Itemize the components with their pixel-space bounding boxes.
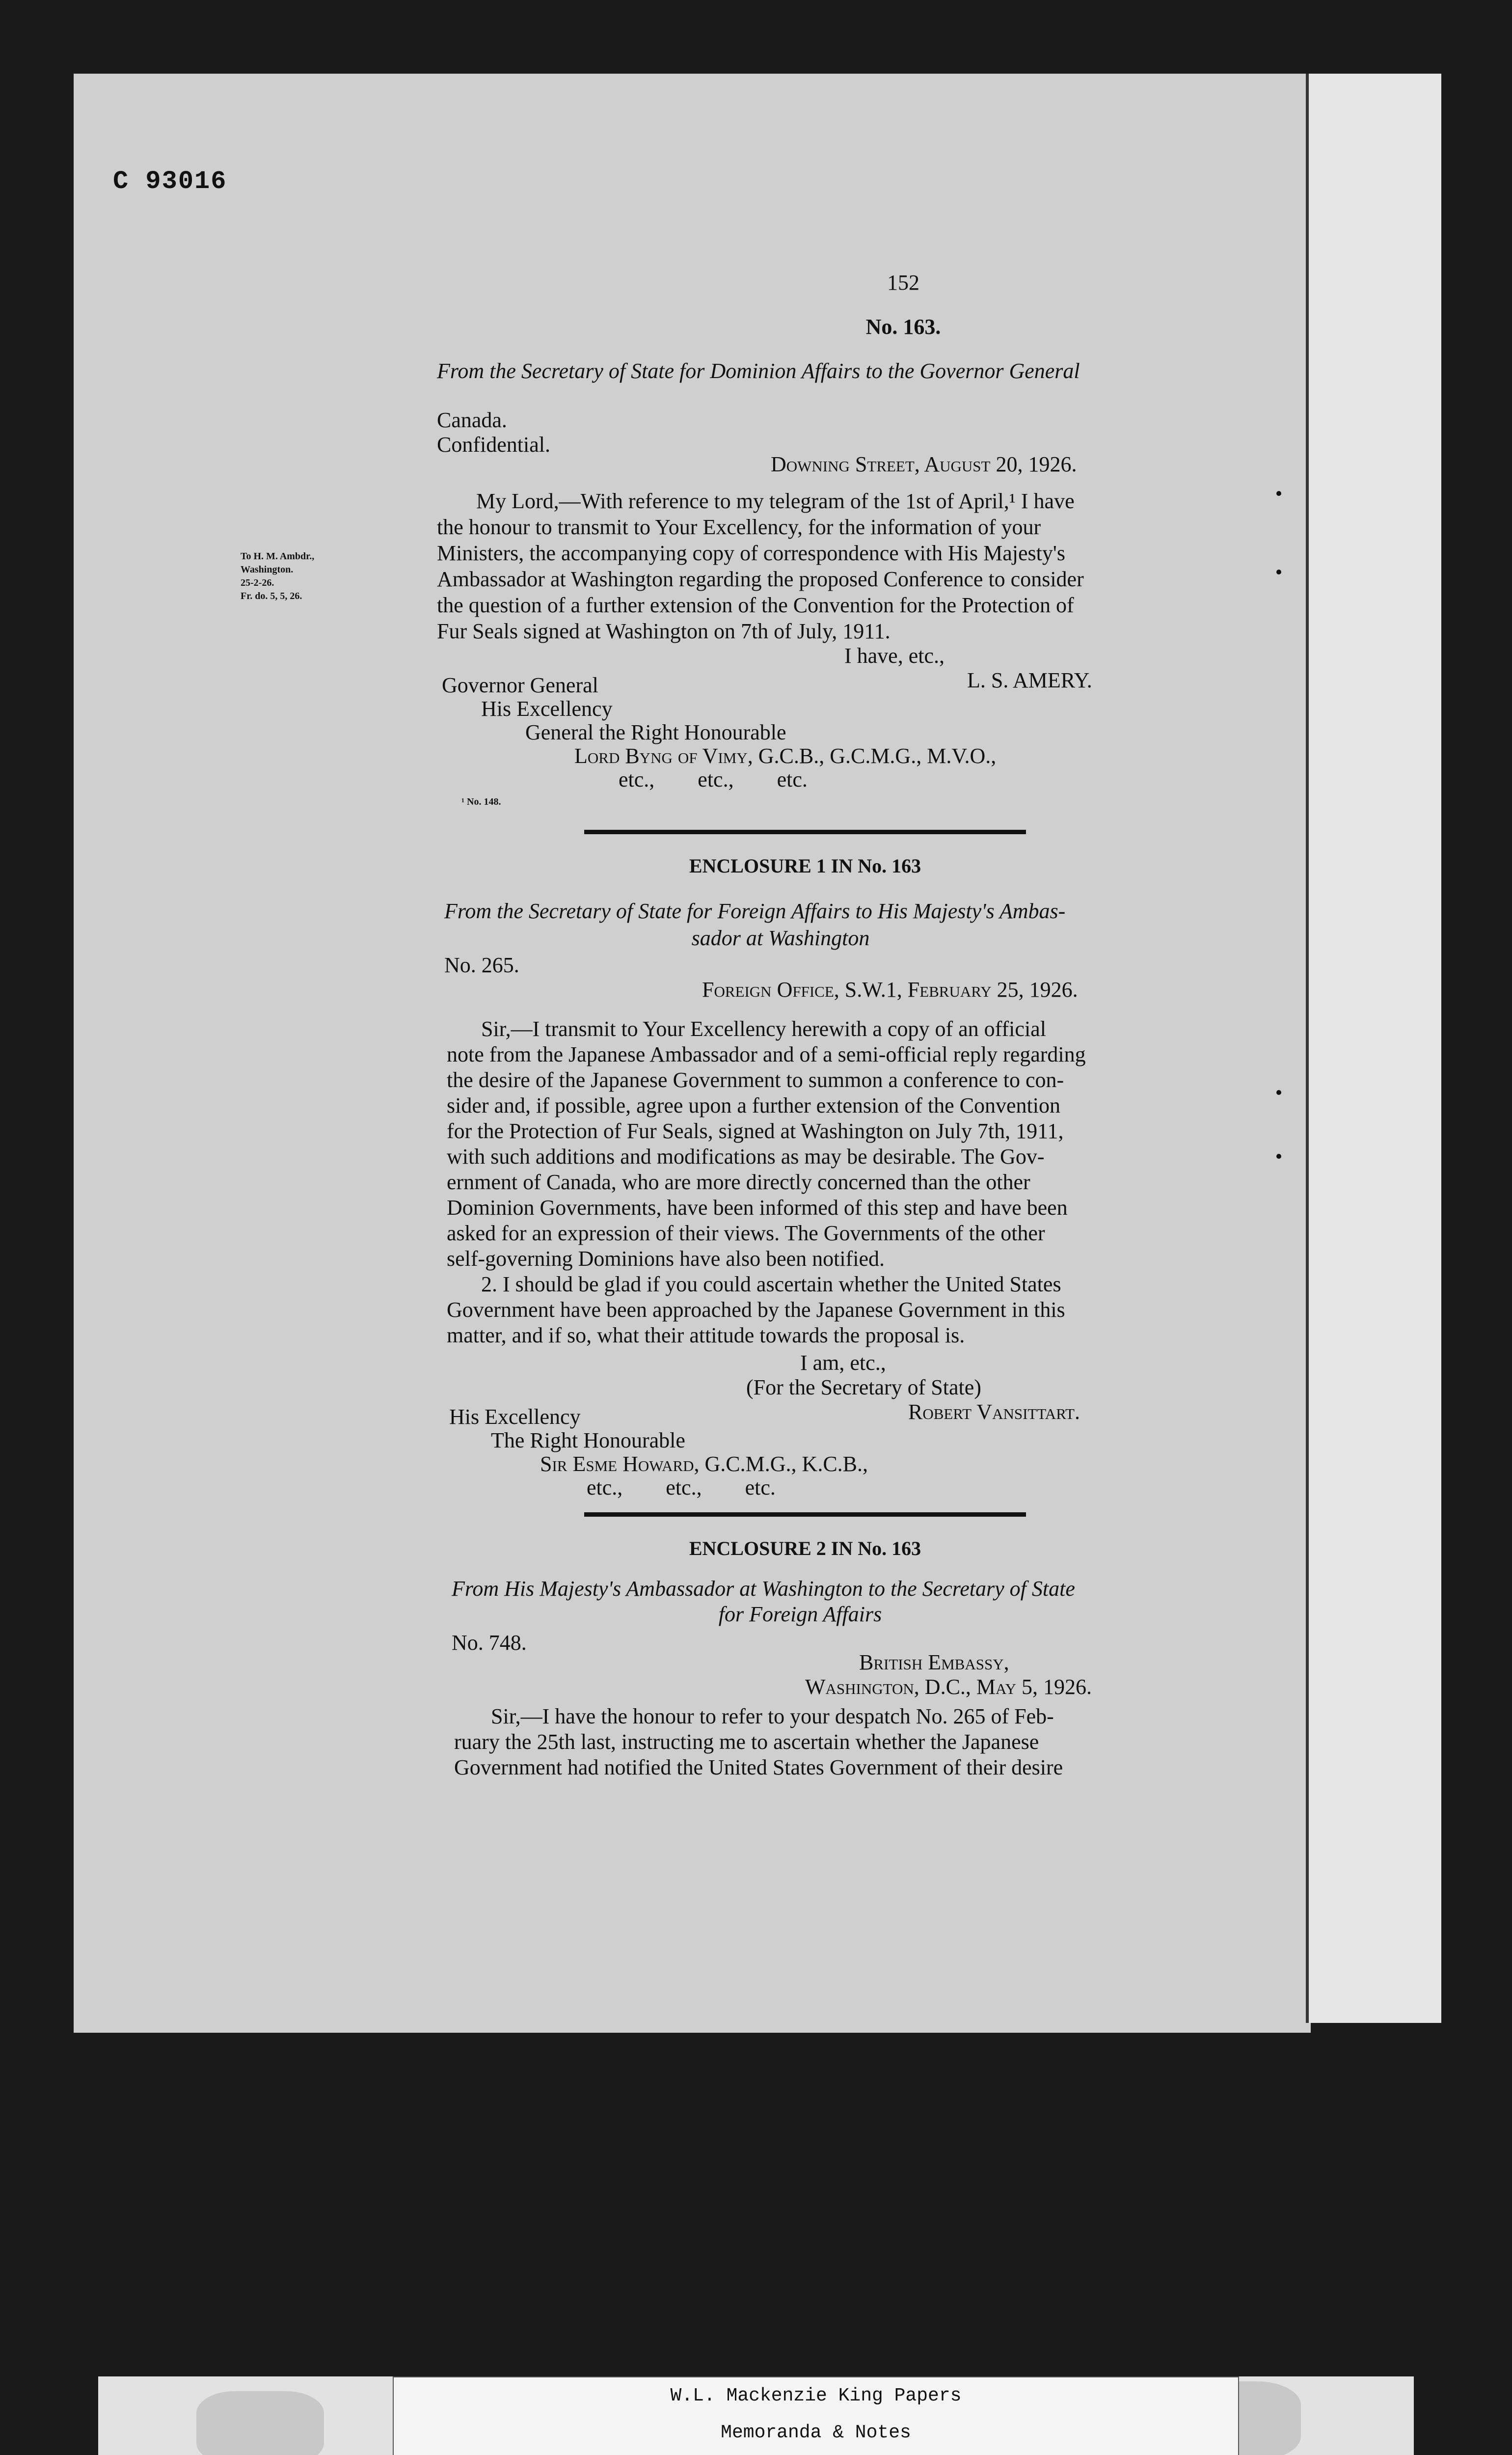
enc2-place: British Embassy, (859, 1650, 1009, 1674)
enc1-para-line: Dominion Governments, have been informed of this step and have been (447, 1196, 1068, 1220)
doc-recipient-line: His Excellency (481, 697, 613, 721)
section-rule (584, 1512, 1026, 1517)
doc-recipient-line: Governor General (442, 673, 598, 697)
smudge (196, 2391, 324, 2455)
archives-label (393, 2376, 1239, 2455)
enc1-recipient-line: etc., etc., etc. (587, 1475, 776, 1500)
doc-para-line: the question of a further extension of the Convention for the Protection of (437, 593, 1074, 617)
enc2-para-line: Sir,—I have the honour to refer to your despatch No. 265 of Feb- (491, 1704, 1054, 1728)
enc1-para-line: ernment of Canada, who are more directly concerned than the other (447, 1170, 1030, 1194)
binding-hole (1276, 491, 1281, 496)
enc1-para-line: Government have been approached by the Japanese Government in this (447, 1298, 1065, 1322)
archives-card (98, 2376, 1414, 2455)
doc-para-line: Fur Seals signed at Washington on 7th of July, 1911. (437, 619, 891, 643)
enc1-para-line: the desire of the Japanese Government to summon a conference to con- (447, 1068, 1064, 1092)
enc1-para-line: self-governing Dominions have also been notified. (447, 1247, 885, 1271)
page-number: 152 (887, 271, 919, 295)
enc1-recipient-line: His Excellency (449, 1405, 581, 1429)
enc1-para-line: with such additions and modifications as may be desirable. The Gov- (447, 1145, 1045, 1169)
margin-note: To H. M. Ambdr., Washington. 25-2-26. Fr. do. 5, 5, 26. (241, 551, 315, 601)
enc1-signer: Robert Vansittart. (908, 1400, 1080, 1424)
doc-dateline: Downing Street, August 20, 1926. (771, 452, 1077, 476)
binding-hole (1276, 570, 1281, 574)
binding-hole (1276, 1090, 1281, 1095)
section-rule (584, 830, 1026, 834)
doc-recipient-line: Lord Byng of Vimy, G.C.B., G.C.M.G., M.V.O., (574, 744, 997, 768)
enc1-heading: ENCLOSURE 1 IN No. 163 (689, 855, 921, 877)
enc1-para-line: note from the Japanese Ambassador and of a semi-official reply regarding (447, 1042, 1086, 1066)
archives-label-line: W.L. Mackenzie King Papers (670, 2385, 962, 2406)
doc-title: No. 163. (865, 315, 941, 339)
doc-para-line: Ministers, the accompanying copy of correspondence with His Majesty's (437, 541, 1065, 565)
enc1-dateline: Foreign Office, S.W.1, February 25, 1926. (702, 978, 1078, 1002)
enc2-para-line: ruary the 25th last, instructing me to ascertain whether the Japanese (454, 1730, 1039, 1754)
enc2-heading: ENCLOSURE 2 IN No. 163 (689, 1537, 921, 1559)
doc-addr1: Canada. (437, 408, 507, 432)
doc-from: From the Secretary of State for Dominion Affairs to the Governor General (437, 359, 1080, 383)
enc1-close2: (For the Secretary of State) (746, 1375, 981, 1399)
film-id: C 93016 (113, 167, 227, 196)
enc1-from: sador at Washington (691, 926, 870, 950)
enc1-para-line: 2. I should be glad if you could ascertain whether the United States (481, 1272, 1061, 1296)
enc1-para-line: asked for an expression of their views. The Governments of the other (447, 1221, 1045, 1245)
doc-footnote: ¹ No. 148. (461, 796, 501, 807)
document-page (74, 74, 1311, 2033)
enc1-para-line: sider and, if possible, agree upon a further extension of the Convention (447, 1093, 1061, 1118)
enc1-no: No. 265. (444, 953, 519, 977)
enc2-para-line: Government had notified the United States Government of their desire (454, 1755, 1063, 1779)
doc-close: I have, etc., (844, 644, 945, 668)
enc1-recipient-line: Sir Esme Howard, G.C.M.G., K.C.B., (540, 1452, 868, 1476)
enc1-para-line: Sir,—I transmit to Your Excellency herewith a copy of an official (481, 1017, 1046, 1041)
enc1-recipient-line: The Right Honourable (491, 1428, 685, 1452)
doc-signer: L. S. AMERY. (967, 668, 1092, 692)
page-edge (1306, 74, 1441, 2023)
enc2-place: Washington, D.C., May 5, 1926. (805, 1675, 1092, 1699)
doc-para-line: the honour to transmit to Your Excellency, for the information of your (437, 515, 1041, 539)
enc2-no: No. 748. (452, 1631, 527, 1655)
enc1-para-line: matter, and if so, what their attitude towards the proposal is. (447, 1323, 965, 1347)
doc-recipient-line: etc., etc., etc. (619, 767, 808, 791)
enc2-from: From His Majesty's Ambassador at Washington to the Secretary of State (452, 1577, 1075, 1601)
doc-addr2: Confidential. (437, 433, 550, 457)
enc1-from: From the Secretary of State for Foreign Affairs to His Majesty's Ambas- (444, 899, 1066, 923)
enc2-from: for Foreign Affairs (718, 1602, 882, 1626)
binding-hole (1276, 1154, 1281, 1159)
enc1-para-line: for the Protection of Fur Seals, signed at Washington on July 7th, 1911, (447, 1119, 1064, 1143)
doc-recipient-line: General the Right Honourable (525, 720, 786, 744)
enc1-close: I am, etc., (800, 1351, 886, 1375)
doc-para-line: My Lord,—With reference to my telegram of the 1st of April,¹ I have (476, 489, 1075, 513)
archives-label-line: Memoranda & Notes (721, 2422, 911, 2443)
doc-para-line: Ambassador at Washington regarding the proposed Conference to consider (437, 567, 1084, 591)
